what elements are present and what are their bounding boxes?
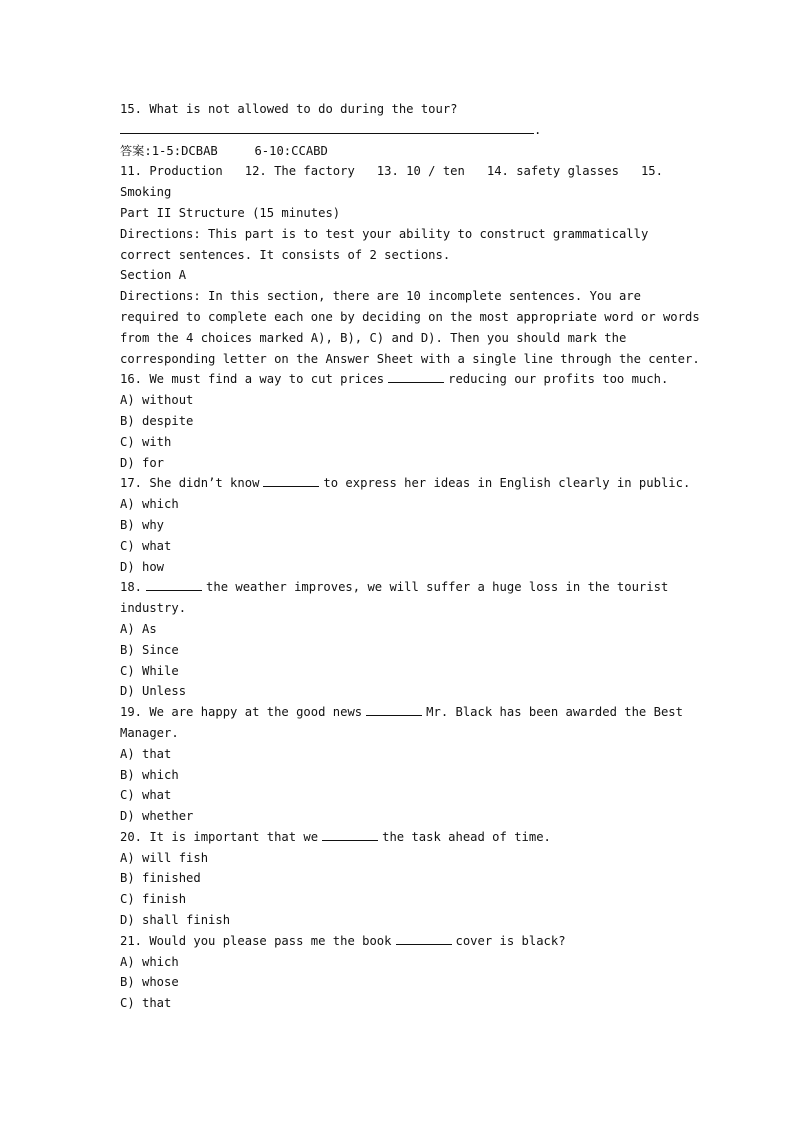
option: B) Since (120, 642, 179, 657)
option: B) despite (120, 413, 194, 428)
directions-line-1: Directions: This part is to test your ability to construct grammatically (120, 226, 649, 241)
answer-key (120, 141, 690, 162)
option: C) While (120, 663, 179, 678)
question-stem (120, 702, 690, 723)
option: C) finish (120, 892, 187, 907)
option: D) how (120, 559, 165, 574)
option: D) shall finish (120, 913, 231, 928)
directions-line-2: correct sentences. It consists of 2 sections. (120, 247, 451, 262)
question-stem-cont: industry. (120, 601, 187, 616)
stem-post: cover is black? (455, 933, 566, 948)
option: B) why (120, 517, 165, 532)
question-15: 15. What is not allowed to do during the tour? (120, 102, 458, 116)
option: D) whether (120, 809, 194, 824)
option: B) whose (120, 975, 179, 990)
option: D) Unless (120, 684, 187, 699)
document-page (120, 99, 700, 1014)
section-directions-1: Directions: In this section, there are 10 incomplete sentences. You are (120, 289, 641, 304)
option: D) for (120, 455, 165, 470)
answer-line-end: . (534, 122, 542, 137)
option: A) will fish (120, 850, 209, 865)
option: A) As (120, 621, 157, 636)
answer-blank (322, 830, 378, 841)
option: A) which (120, 497, 179, 512)
stem-pre: 20. It is important that we (120, 829, 319, 844)
question-stem (120, 827, 690, 848)
answer-key-11-15: 11. Production 12. The factory 13. 10 / ten 14. safety glasses 15. (120, 164, 663, 179)
option: C) what (120, 538, 172, 553)
answer-blank (396, 934, 452, 945)
answer-blank (146, 580, 202, 591)
option: A) which (120, 954, 179, 969)
answer-key-label: 答案: (120, 143, 152, 158)
stem-post: Mr. Black has been awarded the Best (426, 705, 683, 720)
question-stem-cont: Manager. (120, 725, 179, 740)
option: C) with (120, 434, 172, 449)
question-stem (120, 931, 690, 952)
section-directions-4: corresponding letter on the Answer Sheet with a single line through the center. (120, 351, 700, 366)
stem-post: the task ahead of time. (382, 829, 551, 844)
stem-post: the weather improves, we will suffer a huge loss in the tourist (206, 580, 669, 595)
stem-pre: 17. She didn’t know (120, 476, 260, 491)
section-title: Section A (120, 268, 187, 283)
stem-pre: 19. We are happy at the good news (120, 705, 363, 720)
part-title: Part II Structure (15 minutes) (120, 205, 341, 220)
option: A) without (120, 393, 194, 408)
option: B) finished (120, 871, 201, 886)
answer-blank (388, 372, 444, 383)
answer-line (120, 120, 690, 141)
section-directions-3: from the 4 choices marked A), B), C) and D). Then you should mark the (120, 330, 627, 345)
stem-pre: 16. We must find a way to cut prices (120, 372, 385, 387)
section-directions-2: required to complete each one by deciding on the most appropriate word or words (120, 309, 700, 324)
question-stem (120, 473, 690, 494)
stem-post: reducing our profits too much. (448, 372, 669, 387)
option: B) which (120, 767, 179, 782)
answer-key-15-cont: Smoking (120, 185, 172, 200)
answer-blank (120, 121, 534, 134)
answer-key-1-5: 1-5:DCBAB (151, 143, 218, 158)
option: C) that (120, 996, 172, 1011)
option: C) what (120, 788, 172, 803)
answer-key-6-10: 6-10:CCABD (254, 143, 328, 158)
answer-blank (263, 476, 319, 487)
question-stem (120, 369, 690, 390)
question-stem (120, 577, 690, 598)
stem-pre: 21. Would you please pass me the book (120, 933, 392, 948)
option: A) that (120, 746, 172, 761)
stem-post: to express her ideas in English clearly in public. (323, 476, 691, 491)
stem-pre: 18. (120, 580, 143, 595)
answer-blank (366, 705, 422, 716)
